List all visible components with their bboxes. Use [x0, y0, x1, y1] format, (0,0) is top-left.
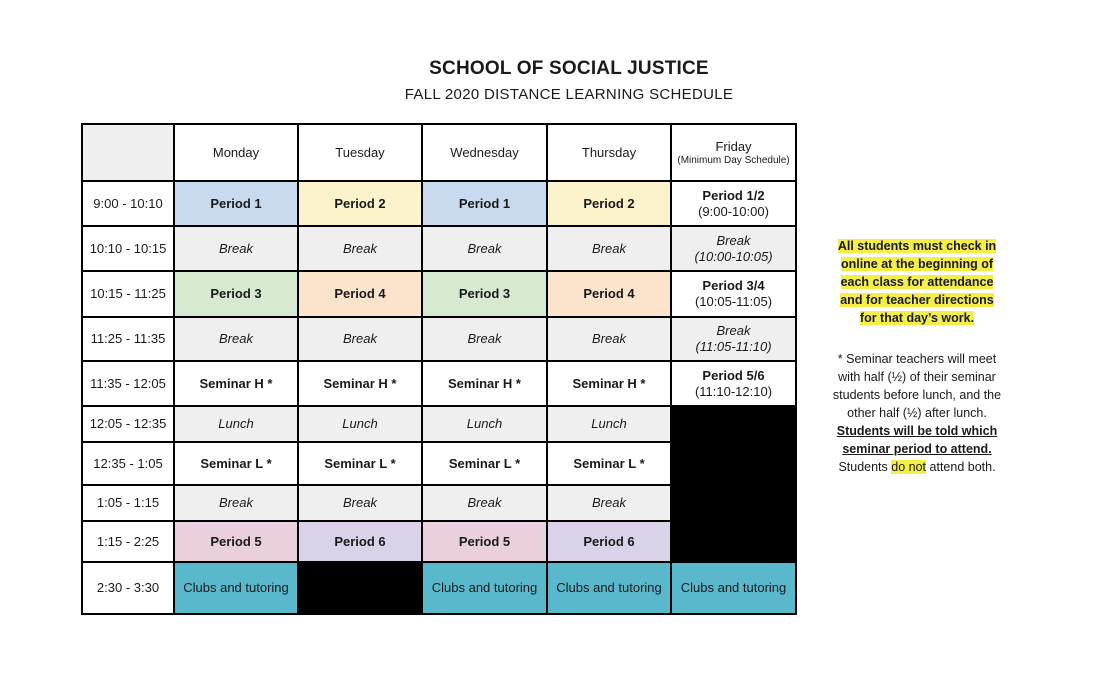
- friday-period-label: Period 5/6: [702, 367, 765, 383]
- friday-break-label: Break: [716, 323, 751, 338]
- table-row: [82, 226, 796, 271]
- time-cell: 12:35 - 1:05: [82, 442, 174, 485]
- break-cell: Break: [298, 317, 422, 361]
- seminar-note-text: * Seminar teachers will meet with half (½) of their seminar students before lunch, and the other half (½) after lunch.: [832, 352, 1002, 420]
- time-cell: 9:00 - 10:10: [82, 181, 174, 226]
- seminar-cell: Seminar L *: [547, 442, 671, 485]
- corner-cell: [82, 124, 174, 181]
- checkin-note-text: All students must check in online at the beginning of each class for attendance and for teacher directions for that day’s work.: [837, 239, 997, 325]
- class-cell: Period 2: [547, 181, 671, 226]
- friday-cell: [671, 361, 796, 406]
- break-cell: Break: [174, 485, 298, 521]
- checkin-note: [832, 237, 1002, 327]
- time-cell: 10:15 - 11:25: [82, 271, 174, 317]
- seminar-note: [832, 350, 1002, 476]
- friday-blocked-cell: [671, 406, 796, 562]
- seminar-note-donot: do not: [891, 460, 927, 474]
- day-header-monday: Monday: [174, 124, 298, 181]
- seminar-cell: Seminar L *: [298, 442, 422, 485]
- lunch-cell: Lunch: [298, 406, 422, 442]
- break-cell: Break: [298, 226, 422, 271]
- table-row: [82, 181, 796, 226]
- class-cell: Period 4: [547, 271, 671, 317]
- class-cell: Period 6: [298, 521, 422, 562]
- friday-period-time: (9:00-10:00): [698, 203, 769, 219]
- table-row: [82, 406, 796, 442]
- time-cell: 11:35 - 12:05: [82, 361, 174, 406]
- friday-period-label: Period 3/4: [702, 278, 765, 293]
- break-cell: Break: [174, 317, 298, 361]
- seminar-cell: Seminar H *: [174, 361, 298, 406]
- schedule-table: [81, 123, 797, 615]
- friday-break-cell: [671, 226, 796, 271]
- time-cell: 1:05 - 1:15: [82, 485, 174, 521]
- time-cell: 12:05 - 12:35: [82, 406, 174, 442]
- friday-note: (Minimum Day Schedule): [677, 154, 790, 166]
- break-cell: Break: [298, 485, 422, 521]
- break-cell: Break: [174, 226, 298, 271]
- class-cell: Period 3: [174, 271, 298, 317]
- day-header-friday: [671, 124, 796, 181]
- time-cell: 1:15 - 2:25: [82, 521, 174, 562]
- class-cell: Period 5: [174, 521, 298, 562]
- table-row: [82, 317, 796, 361]
- time-cell: 10:10 - 10:15: [82, 226, 174, 271]
- break-cell: Break: [547, 485, 671, 521]
- seminar-cell: Seminar H *: [298, 361, 422, 406]
- seminar-cell: Seminar H *: [422, 361, 547, 406]
- clubs-cell: Clubs and tutoring: [671, 562, 796, 614]
- day-header-tuesday: Tuesday: [298, 124, 422, 181]
- day-header-wednesday: Wednesday: [422, 124, 547, 181]
- seminar-cell: Seminar H *: [547, 361, 671, 406]
- break-cell: Break: [422, 317, 547, 361]
- lunch-cell: Lunch: [547, 406, 671, 442]
- break-cell: Break: [422, 226, 547, 271]
- seminar-note-end: attend both.: [929, 460, 996, 474]
- class-cell: Period 3: [422, 271, 547, 317]
- class-cell: Period 1: [174, 181, 298, 226]
- clubs-cell: Clubs and tutoring: [422, 562, 547, 614]
- class-cell: Period 1: [422, 181, 547, 226]
- seminar-cell: Seminar L *: [174, 442, 298, 485]
- seminar-cell: Seminar L *: [422, 442, 547, 485]
- friday-cell: [671, 271, 796, 317]
- seminar-note-students: Students: [838, 460, 888, 474]
- time-cell: 2:30 - 3:30: [82, 562, 174, 614]
- friday-cell: [671, 181, 796, 226]
- friday-period-time: (10:05-11:05): [694, 294, 773, 309]
- table-row: [82, 562, 796, 614]
- class-cell: Period 5: [422, 521, 547, 562]
- time-cell: 11:25 - 11:35: [82, 317, 174, 361]
- break-cell: Break: [547, 226, 671, 271]
- class-cell: Period 2: [298, 181, 422, 226]
- table-row: [82, 361, 796, 406]
- clubs-cell: Clubs and tutoring: [547, 562, 671, 614]
- break-cell: Break: [422, 485, 547, 521]
- friday-label: Friday: [715, 138, 752, 154]
- class-cell: Period 4: [298, 271, 422, 317]
- friday-period-label: Period 1/2: [702, 187, 765, 203]
- friday-break-time: (11:05-11:10): [695, 339, 772, 354]
- class-cell: Period 6: [547, 521, 671, 562]
- table-row: [82, 271, 796, 317]
- header-row: [82, 124, 796, 181]
- seminar-note-emphasis: Students will be told which seminar period to attend.: [836, 424, 998, 456]
- break-cell: Break: [547, 317, 671, 361]
- blocked-cell: [298, 562, 422, 614]
- page-title: SCHOOL OF SOCIAL JUSTICE: [429, 58, 709, 79]
- friday-break-time: (10:00-10:05): [694, 248, 773, 264]
- friday-period-time: (11:10-12:10): [694, 383, 773, 399]
- lunch-cell: Lunch: [174, 406, 298, 442]
- page-subtitle: FALL 2020 DISTANCE LEARNING SCHEDULE: [404, 86, 734, 103]
- friday-break-label: Break: [716, 232, 751, 248]
- friday-break-cell: [671, 317, 796, 361]
- lunch-cell: Lunch: [422, 406, 547, 442]
- clubs-cell: Clubs and tutoring: [174, 562, 298, 614]
- day-header-thursday: Thursday: [547, 124, 671, 181]
